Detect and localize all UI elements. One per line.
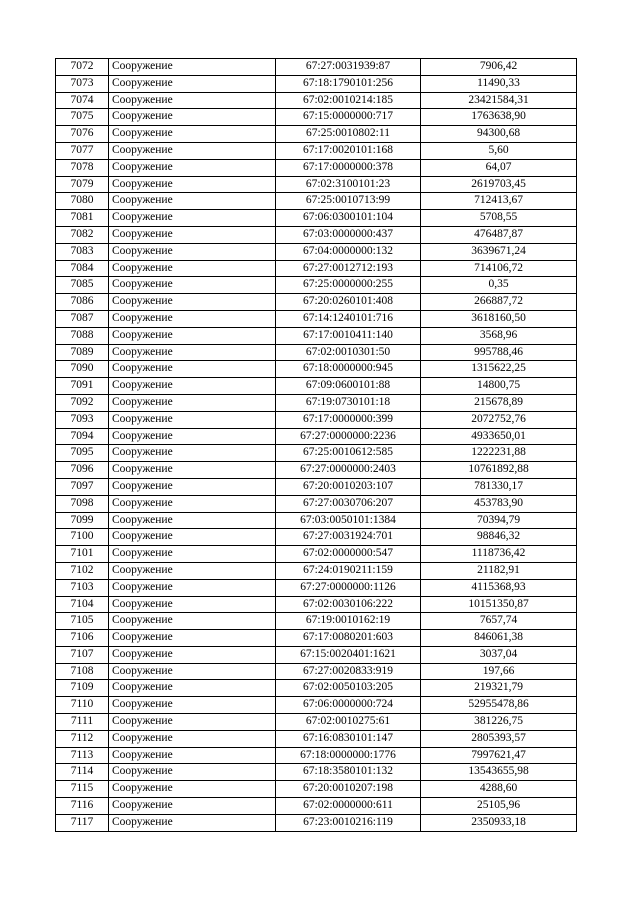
cadastral-value-cell: 25105,96 [421, 798, 577, 815]
cadastral-value-cell: 4115368,93 [421, 579, 577, 596]
cadastral-number-cell: 67:25:0010802:11 [276, 126, 421, 143]
object-type-cell: Сооружение [109, 243, 276, 260]
table-row [56, 59, 577, 76]
cadastral-number-cell: 67:17:0010411:140 [276, 327, 421, 344]
row-number-cell: 7095 [56, 445, 109, 462]
row-number-cell: 7090 [56, 361, 109, 378]
object-type-cell: Сооружение [109, 445, 276, 462]
table-row [56, 193, 577, 210]
row-number-cell: 7112 [56, 730, 109, 747]
row-number-cell: 7116 [56, 798, 109, 815]
row-number-cell: 7117 [56, 814, 109, 831]
object-type-cell: Сооружение [109, 159, 276, 176]
cadastral-number-cell: 67:18:3580101:132 [276, 764, 421, 781]
object-type-cell: Сооружение [109, 361, 276, 378]
table-row [56, 394, 577, 411]
row-number-cell: 7093 [56, 411, 109, 428]
cadastral-number-cell: 67:15:0000000:717 [276, 109, 421, 126]
object-type-cell: Сооружение [109, 92, 276, 109]
table-row [56, 176, 577, 193]
object-type-cell: Сооружение [109, 428, 276, 445]
table-row [56, 462, 577, 479]
table-row [56, 764, 577, 781]
cadastral-value-cell: 2805393,57 [421, 730, 577, 747]
cadastral-number-cell: 67:02:0010301:50 [276, 344, 421, 361]
table-row [56, 344, 577, 361]
cadastral-number-cell: 67:25:0010713:99 [276, 193, 421, 210]
object-type-cell: Сооружение [109, 210, 276, 227]
cadastral-value-cell: 14800,75 [421, 378, 577, 395]
table-row [56, 277, 577, 294]
cadastral-value-cell: 266887,72 [421, 294, 577, 311]
cadastral-value-cell: 1118736,42 [421, 546, 577, 563]
row-number-cell: 7097 [56, 478, 109, 495]
cadastral-value-cell: 197,66 [421, 663, 577, 680]
object-type-cell: Сооружение [109, 294, 276, 311]
object-type-cell: Сооружение [109, 781, 276, 798]
row-number-cell: 7114 [56, 764, 109, 781]
row-number-cell: 7094 [56, 428, 109, 445]
cadastral-number-cell: 67:02:0000000:547 [276, 546, 421, 563]
table-row [56, 495, 577, 512]
table-row [56, 663, 577, 680]
table-row [56, 478, 577, 495]
cadastral-number-cell: 67:02:3100101:23 [276, 176, 421, 193]
row-number-cell: 7104 [56, 596, 109, 613]
cadastral-number-cell: 67:17:0080201:603 [276, 630, 421, 647]
cadastral-value-cell: 476487,87 [421, 226, 577, 243]
cadastral-number-cell: 67:27:0000000:1126 [276, 579, 421, 596]
object-type-cell: Сооружение [109, 226, 276, 243]
row-number-cell: 7089 [56, 344, 109, 361]
cadastral-value-cell: 10151350,87 [421, 596, 577, 613]
cadastral-value-cell: 10761892,88 [421, 462, 577, 479]
object-type-cell: Сооружение [109, 277, 276, 294]
cadastral-value-cell: 7906,42 [421, 59, 577, 76]
cadastral-number-cell: 67:17:0020101:168 [276, 142, 421, 159]
object-type-cell: Сооружение [109, 142, 276, 159]
table-row [56, 159, 577, 176]
table-row [56, 596, 577, 613]
cadastral-number-cell: 67:27:0030706:207 [276, 495, 421, 512]
cadastral-value-cell: 3639671,24 [421, 243, 577, 260]
cadastral-number-cell: 67:14:1240101:716 [276, 310, 421, 327]
cadastral-value-cell: 1315622,25 [421, 361, 577, 378]
row-number-cell: 7079 [56, 176, 109, 193]
object-type-cell: Сооружение [109, 126, 276, 143]
cadastral-value-cell: 7657,74 [421, 613, 577, 630]
registry-table-body [56, 59, 577, 832]
row-number-cell: 7080 [56, 193, 109, 210]
cadastral-number-cell: 67:23:0010216:119 [276, 814, 421, 831]
table-row [56, 730, 577, 747]
object-type-cell: Сооружение [109, 75, 276, 92]
cadastral-number-cell: 67:02:0000000:611 [276, 798, 421, 815]
cadastral-value-cell: 13543655,98 [421, 764, 577, 781]
cadastral-number-cell: 67:18:1790101:256 [276, 75, 421, 92]
cadastral-number-cell: 67:20:0260101:408 [276, 294, 421, 311]
cadastral-value-cell: 52955478,86 [421, 697, 577, 714]
object-type-cell: Сооружение [109, 109, 276, 126]
object-type-cell: Сооружение [109, 478, 276, 495]
object-type-cell: Сооружение [109, 613, 276, 630]
table-row [56, 210, 577, 227]
row-number-cell: 7115 [56, 781, 109, 798]
registry-table [55, 58, 577, 832]
table-row [56, 142, 577, 159]
object-type-cell: Сооружение [109, 344, 276, 361]
table-row [56, 646, 577, 663]
cadastral-number-cell: 67:24:0190211:159 [276, 562, 421, 579]
row-number-cell: 7073 [56, 75, 109, 92]
row-number-cell: 7077 [56, 142, 109, 159]
table-row [56, 512, 577, 529]
object-type-cell: Сооружение [109, 596, 276, 613]
cadastral-value-cell: 2350933,18 [421, 814, 577, 831]
object-type-cell: Сооружение [109, 814, 276, 831]
cadastral-value-cell: 781330,17 [421, 478, 577, 495]
table-row [56, 630, 577, 647]
cadastral-value-cell: 1763638,90 [421, 109, 577, 126]
cadastral-number-cell: 67:27:0000000:2236 [276, 428, 421, 445]
row-number-cell: 7092 [56, 394, 109, 411]
object-type-cell: Сооружение [109, 646, 276, 663]
cadastral-value-cell: 5,60 [421, 142, 577, 159]
table-row [56, 445, 577, 462]
cadastral-number-cell: 67:04:0000000:132 [276, 243, 421, 260]
row-number-cell: 7087 [56, 310, 109, 327]
cadastral-number-cell: 67:17:0000000:378 [276, 159, 421, 176]
table-row [56, 226, 577, 243]
cadastral-value-cell: 381226,75 [421, 714, 577, 731]
table-row [56, 294, 577, 311]
object-type-cell: Сооружение [109, 697, 276, 714]
cadastral-value-cell: 70394,79 [421, 512, 577, 529]
cadastral-number-cell: 67:09:0600101:88 [276, 378, 421, 395]
table-row [56, 781, 577, 798]
object-type-cell: Сооружение [109, 579, 276, 596]
cadastral-value-cell: 4933650,01 [421, 428, 577, 445]
row-number-cell: 7083 [56, 243, 109, 260]
cadastral-value-cell: 215678,89 [421, 394, 577, 411]
cadastral-value-cell: 219321,79 [421, 680, 577, 697]
object-type-cell: Сооружение [109, 730, 276, 747]
cadastral-value-cell: 1222231,88 [421, 445, 577, 462]
object-type-cell: Сооружение [109, 512, 276, 529]
row-number-cell: 7082 [56, 226, 109, 243]
object-type-cell: Сооружение [109, 529, 276, 546]
row-number-cell: 7076 [56, 126, 109, 143]
cadastral-value-cell: 5708,55 [421, 210, 577, 227]
cadastral-value-cell: 712413,67 [421, 193, 577, 210]
cadastral-value-cell: 3568,96 [421, 327, 577, 344]
cadastral-value-cell: 11490,33 [421, 75, 577, 92]
table-row [56, 411, 577, 428]
object-type-cell: Сооружение [109, 378, 276, 395]
cadastral-number-cell: 67:19:0010162:19 [276, 613, 421, 630]
cadastral-value-cell: 64,07 [421, 159, 577, 176]
row-number-cell: 7100 [56, 529, 109, 546]
cadastral-number-cell: 67:27:0031924:701 [276, 529, 421, 546]
cadastral-number-cell: 67:16:0830101:147 [276, 730, 421, 747]
row-number-cell: 7111 [56, 714, 109, 731]
cadastral-number-cell: 67:02:0050103:205 [276, 680, 421, 697]
cadastral-value-cell: 3618160,50 [421, 310, 577, 327]
row-number-cell: 7113 [56, 747, 109, 764]
table-row [56, 243, 577, 260]
row-number-cell: 7074 [56, 92, 109, 109]
cadastral-number-cell: 67:27:0020833:919 [276, 663, 421, 680]
row-number-cell: 7099 [56, 512, 109, 529]
table-row [56, 327, 577, 344]
table-row [56, 529, 577, 546]
table-row [56, 680, 577, 697]
table-row [56, 562, 577, 579]
cadastral-value-cell: 3037,04 [421, 646, 577, 663]
row-number-cell: 7105 [56, 613, 109, 630]
table-row [56, 378, 577, 395]
cadastral-value-cell: 4288,60 [421, 781, 577, 798]
row-number-cell: 7085 [56, 277, 109, 294]
cadastral-number-cell: 67:27:0031939:87 [276, 59, 421, 76]
object-type-cell: Сооружение [109, 59, 276, 76]
cadastral-number-cell: 67:03:0000000:437 [276, 226, 421, 243]
row-number-cell: 7078 [56, 159, 109, 176]
row-number-cell: 7110 [56, 697, 109, 714]
table-row [56, 613, 577, 630]
cadastral-value-cell: 995788,46 [421, 344, 577, 361]
cadastral-number-cell: 67:18:0000000:945 [276, 361, 421, 378]
table-row [56, 310, 577, 327]
row-number-cell: 7103 [56, 579, 109, 596]
table-row [56, 92, 577, 109]
table-row [56, 814, 577, 831]
object-type-cell: Сооружение [109, 747, 276, 764]
table-row [56, 75, 577, 92]
cadastral-value-cell: 846061,38 [421, 630, 577, 647]
row-number-cell: 7088 [56, 327, 109, 344]
cadastral-number-cell: 67:27:0012712:193 [276, 260, 421, 277]
row-number-cell: 7109 [56, 680, 109, 697]
table-row [56, 428, 577, 445]
object-type-cell: Сооружение [109, 798, 276, 815]
row-number-cell: 7106 [56, 630, 109, 647]
object-type-cell: Сооружение [109, 462, 276, 479]
object-type-cell: Сооружение [109, 562, 276, 579]
object-type-cell: Сооружение [109, 680, 276, 697]
row-number-cell: 7102 [56, 562, 109, 579]
object-type-cell: Сооружение [109, 394, 276, 411]
object-type-cell: Сооружение [109, 546, 276, 563]
table-row [56, 798, 577, 815]
cadastral-number-cell: 67:15:0020401:1621 [276, 646, 421, 663]
cadastral-value-cell: 94300,68 [421, 126, 577, 143]
cadastral-number-cell: 67:19:0730101:18 [276, 394, 421, 411]
row-number-cell: 7098 [56, 495, 109, 512]
table-row [56, 579, 577, 596]
table-row [56, 714, 577, 731]
table-row [56, 361, 577, 378]
cadastral-value-cell: 2619703,45 [421, 176, 577, 193]
object-type-cell: Сооружение [109, 260, 276, 277]
cadastral-value-cell: 0,35 [421, 277, 577, 294]
table-row [56, 546, 577, 563]
object-type-cell: Сооружение [109, 327, 276, 344]
cadastral-number-cell: 67:20:0010203:107 [276, 478, 421, 495]
object-type-cell: Сооружение [109, 630, 276, 647]
cadastral-value-cell: 714106,72 [421, 260, 577, 277]
object-type-cell: Сооружение [109, 663, 276, 680]
cadastral-value-cell: 23421584,31 [421, 92, 577, 109]
row-number-cell: 7086 [56, 294, 109, 311]
cadastral-number-cell: 67:02:0010275:61 [276, 714, 421, 731]
object-type-cell: Сооружение [109, 310, 276, 327]
cadastral-number-cell: 67:18:0000000:1776 [276, 747, 421, 764]
cadastral-value-cell: 453783,90 [421, 495, 577, 512]
row-number-cell: 7072 [56, 59, 109, 76]
row-number-cell: 7107 [56, 646, 109, 663]
cadastral-number-cell: 67:03:0050101:1384 [276, 512, 421, 529]
cadastral-number-cell: 67:17:0000000:399 [276, 411, 421, 428]
object-type-cell: Сооружение [109, 411, 276, 428]
cadastral-number-cell: 67:02:0010214:185 [276, 92, 421, 109]
cadastral-number-cell: 67:06:0300101:104 [276, 210, 421, 227]
table-row [56, 126, 577, 143]
cadastral-number-cell: 67:06:0000000:724 [276, 697, 421, 714]
table-row [56, 747, 577, 764]
object-type-cell: Сооружение [109, 495, 276, 512]
cadastral-number-cell: 67:27:0000000:2403 [276, 462, 421, 479]
object-type-cell: Сооружение [109, 714, 276, 731]
row-number-cell: 7084 [56, 260, 109, 277]
row-number-cell: 7081 [56, 210, 109, 227]
table-row [56, 697, 577, 714]
cadastral-number-cell: 67:25:0010612:585 [276, 445, 421, 462]
cadastral-value-cell: 2072752,76 [421, 411, 577, 428]
row-number-cell: 7096 [56, 462, 109, 479]
table-row [56, 260, 577, 277]
table-row [56, 109, 577, 126]
object-type-cell: Сооружение [109, 193, 276, 210]
object-type-cell: Сооружение [109, 176, 276, 193]
cadastral-number-cell: 67:20:0010207:198 [276, 781, 421, 798]
cadastral-value-cell: 7997621,47 [421, 747, 577, 764]
cadastral-number-cell: 67:25:0000000:255 [276, 277, 421, 294]
row-number-cell: 7075 [56, 109, 109, 126]
cadastral-value-cell: 98846,32 [421, 529, 577, 546]
cadastral-number-cell: 67:02:0030106:222 [276, 596, 421, 613]
cadastral-value-cell: 21182,91 [421, 562, 577, 579]
row-number-cell: 7101 [56, 546, 109, 563]
row-number-cell: 7091 [56, 378, 109, 395]
row-number-cell: 7108 [56, 663, 109, 680]
object-type-cell: Сооружение [109, 764, 276, 781]
